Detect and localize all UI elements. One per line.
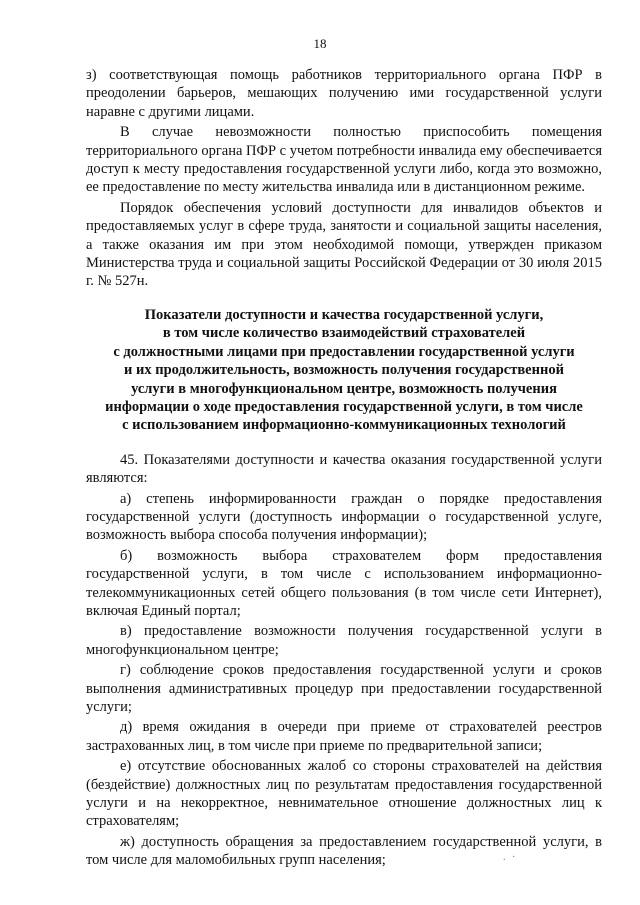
paragraph-z: з) соответствующая помощь работников территориального органа ПФР в преодолении барьеров, мешающих получению ими государственной услуги наравне с другими лицами.: [86, 67, 602, 120]
heading-line: Показатели доступности и качества государственной услуги,: [144, 306, 544, 323]
page-content: [86, 66, 602, 872]
page-number: 18: [313, 36, 327, 51]
heading-line: с использованием информационно-коммуникационных технологий: [122, 417, 566, 434]
paragraph-order-reference: Порядок обеспечения условий доступности для инвалидов объектов и предоставляемых услуг в сфере труда, занятости и социальной защиты населения, а также оказания им при этом необходимой помощи, утвержден приказом Министерства труда и социальной защиты Российской Федерации от 30 июля 2015 г. № 527н.: [86, 199, 602, 290]
list-item-e: е) отсутствие обоснованных жалоб со стороны страхователей на действия (бездействие) должностных лиц по результатам предоставления государственной услуги и на некорректное, невнимательное отношение должностных лиц к страхователям;: [86, 758, 602, 830]
scan-specks: . ·: [503, 852, 518, 863]
paragraph-45: 45. Показателями доступности и качества оказания государственной услуги являются:: [86, 451, 602, 487]
heading-line: услуги в многофункциональном центре, возможность получения: [131, 380, 557, 397]
list-item-v: в) предоставление возможности получения государственной услуги в многофункциональном центре;: [86, 623, 602, 658]
heading-line: и их продолжительность, возможность получения государственной: [124, 362, 564, 379]
heading-line: информации о ходе предоставления государственной услуги, в том числе: [105, 398, 583, 415]
list-item-a: а) степень информированности граждан о порядке предоставления государственной услуги (доступность информации о государственной услуге, возможность выбора способа получения информации);: [86, 490, 602, 544]
list-item-g: г) соблюдение сроков предоставления государственной услуги и сроков выполнения административных процедур при предоставлении государственной услуги;: [86, 662, 602, 715]
list-item-b: б) возможность выбора страхователем форм предоставления государственной услуги, в том числе с использованием информационно-телекоммуникационных сетей общего пользования (в том числе сети Интернет), включая Единый портал;: [86, 547, 602, 619]
paragraph-disability-access: В случае невозможности полностью приспособить помещения территориального органа ПФР с учетом потребности инвалида ему обеспечивается доступ к месту предоставления государственной услуги либо, когда это возможно, ее предоставление по месту жительства инвалида или в дистанционном режиме.: [86, 124, 602, 196]
heading-line: с должностными лицами при предоставлении государственной услуги: [113, 343, 575, 360]
list-item-zh: ж) доступность обращения за предоставлением государственной услуги, в том числе для маломобильных групп населения;: [86, 833, 602, 869]
section-heading: [86, 306, 602, 435]
list-item-d: д) время ожидания в очереди при приеме от страхователей реестров застрахованных лиц, в том числе при приеме по предварительной записи;: [86, 719, 602, 754]
heading-line: в том числе количество взаимодействий страхователей: [162, 325, 526, 342]
